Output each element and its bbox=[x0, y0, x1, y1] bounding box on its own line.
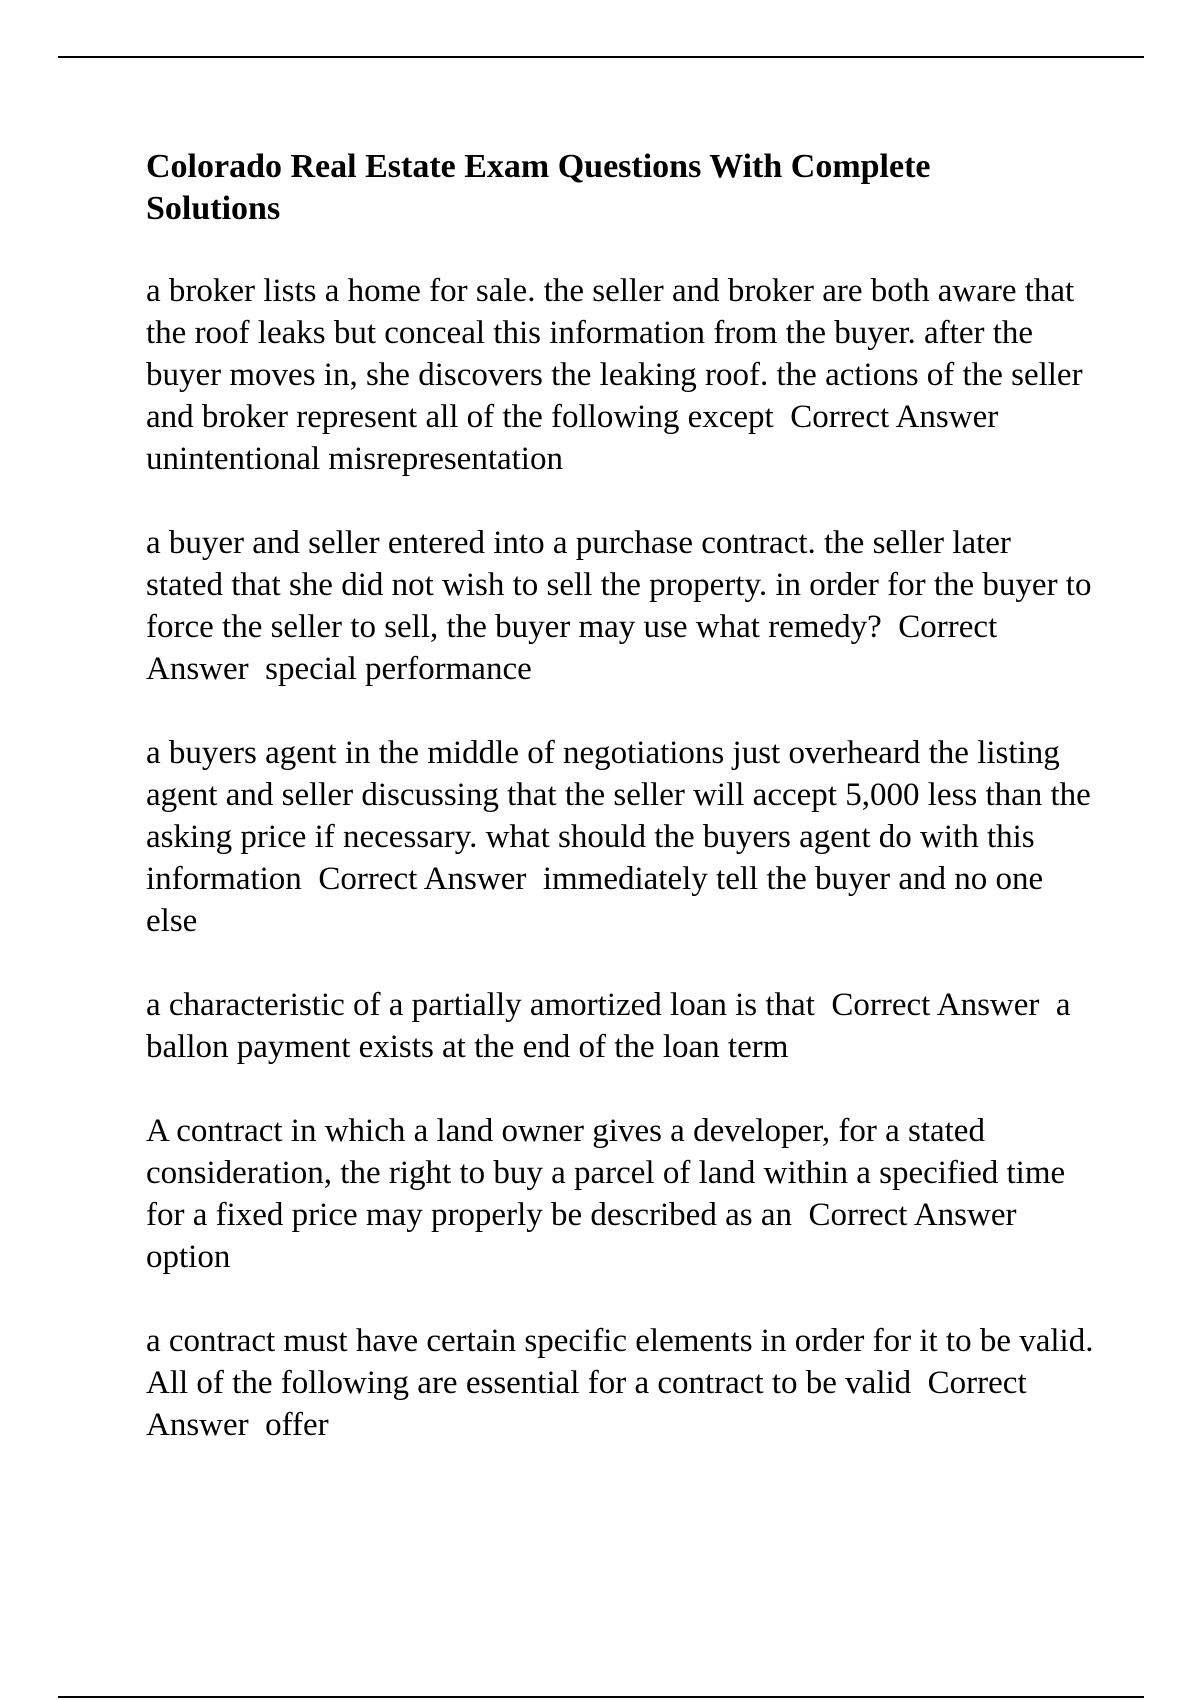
qa-item bbox=[146, 1320, 1100, 1446]
qa-item bbox=[146, 732, 1100, 942]
correct-answer-label: Correct Answer bbox=[773, 399, 1015, 435]
correct-answer-label: Correct Answer bbox=[814, 987, 1056, 1023]
document-body bbox=[146, 146, 1100, 1488]
qa-list bbox=[146, 270, 1100, 1446]
question-text: a buyers agent in the middle of negotiations just overheard the listing agent and seller discussing that the seller will accept 5,000 less than the asking price if necessary. what should the buyers agent do with this information bbox=[146, 735, 1100, 897]
answer-text: option bbox=[146, 1239, 231, 1275]
document-title: Colorado Real Estate Exam Questions With Complete Solutions bbox=[146, 148, 931, 227]
answer-text: immediately tell the buyer and no one else bbox=[146, 861, 1052, 939]
qa-item bbox=[146, 984, 1096, 1068]
answer-text: unintentional misrepresentation bbox=[146, 441, 563, 477]
question-text: a contract must have certain specific elements in order for it to be valid. All of the following are essential for a contract to be valid bbox=[146, 1323, 1100, 1401]
answer-text: a ballon payment exists at the end of the loan term bbox=[146, 987, 1079, 1065]
answer-text: special performance bbox=[265, 651, 532, 687]
question-text: a characteristic of a partially amortized loan is that bbox=[146, 987, 815, 1023]
question-text: a buyer and seller entered into a purchase contract. the seller later stated that she did not wish to sell the property. in order for the buyer to force the seller to sell, the buyer may use what remedy? bbox=[146, 525, 1100, 645]
correct-answer-label: Correct Answer bbox=[791, 1197, 1033, 1233]
qa-item bbox=[146, 270, 1096, 480]
correct-answer-label: Correct Answer bbox=[301, 861, 543, 897]
correct-answer-label: Correct Answer bbox=[146, 609, 1004, 687]
question-text: A contract in which a land owner gives a developer, for a stated consideration, the right to buy a parcel of land within a specified time for a fixed price may properly be described as an bbox=[146, 1113, 1074, 1233]
top-rule bbox=[58, 56, 1144, 58]
correct-answer-label: Correct Answer bbox=[146, 1365, 1034, 1443]
qa-item bbox=[146, 522, 1100, 690]
qa-item bbox=[146, 1110, 1096, 1278]
answer-text: offer bbox=[265, 1407, 329, 1443]
bottom-rule bbox=[58, 1696, 1144, 1698]
question-text: a broker lists a home for sale. the seller and broker are both aware that the roof leaks but conceal this information from the buyer. after the buyer moves in, she discovers the leaking roof. the actions of the seller and broker represent all of the following except bbox=[146, 273, 1091, 435]
